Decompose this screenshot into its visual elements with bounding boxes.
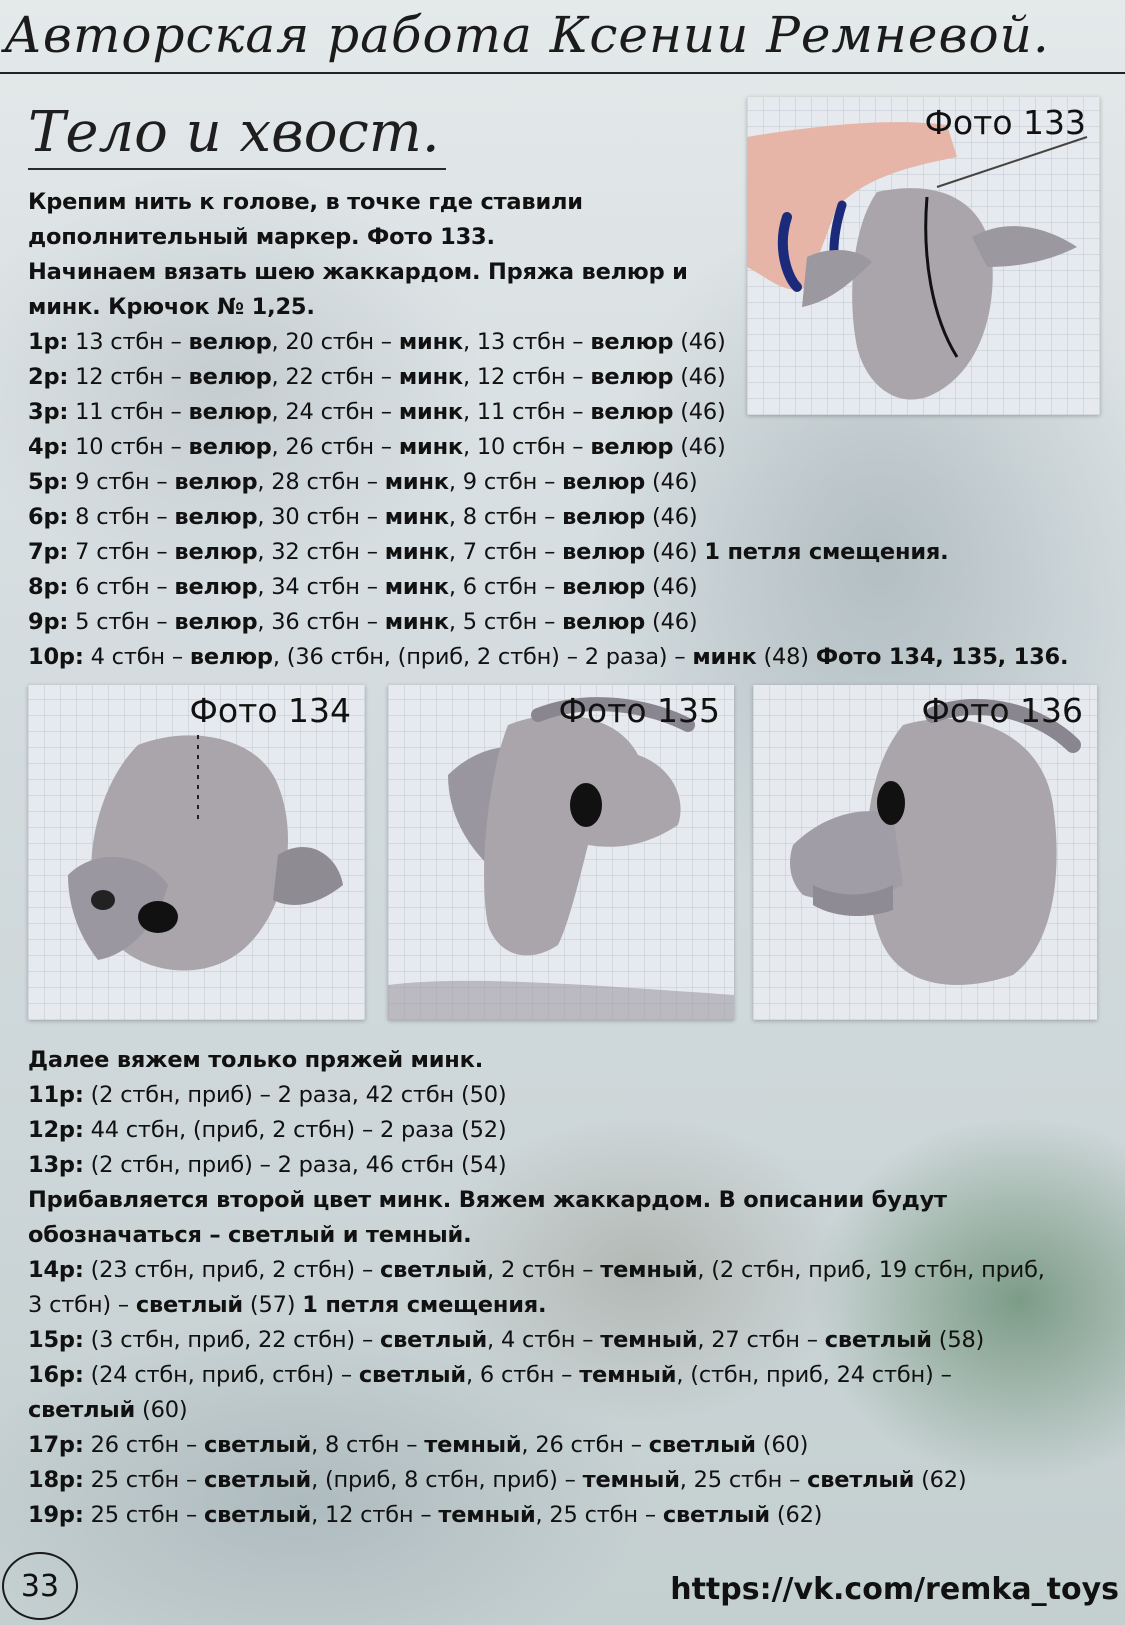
bold-text: темный xyxy=(600,1257,698,1283)
text-line xyxy=(28,1498,1108,1533)
bold-text: светлый xyxy=(28,1397,136,1423)
bold-text: 7р: xyxy=(28,539,69,565)
text-line xyxy=(28,1043,1108,1078)
text: , 6 стбн – xyxy=(465,1362,580,1388)
text: , 10 стбн – xyxy=(463,434,591,460)
photo-135-caption: Фото 135 xyxy=(558,691,720,730)
bold-text: светлый xyxy=(807,1467,915,1493)
bold-text: 13р: xyxy=(28,1152,84,1178)
bold-text: 19р: xyxy=(28,1502,84,1528)
text-line xyxy=(28,395,728,430)
bold-text: велюр xyxy=(188,364,272,390)
bold-text: дополнительный маркер. Фото 133. xyxy=(28,224,495,250)
bold-text: велюр xyxy=(189,644,273,670)
bold-text: минк xyxy=(398,364,463,390)
text: (46) xyxy=(645,609,698,635)
bold-text: обозначаться – светлый и темный. xyxy=(28,1222,472,1248)
text: , 5 стбн – xyxy=(448,609,563,635)
text: 6 стбн – xyxy=(68,574,175,600)
bold-text: велюр xyxy=(174,469,258,495)
bold-text: Начинаем вязать шею жаккардом. Пряжа велюр и xyxy=(28,259,688,285)
text: , 26 стбн – xyxy=(521,1432,649,1458)
text-line xyxy=(28,535,949,570)
text: 7 стбн – xyxy=(68,539,175,565)
text: , 22 стбн – xyxy=(271,364,399,390)
bold-text: велюр xyxy=(188,434,272,460)
text-line xyxy=(28,1288,1108,1323)
text: (23 стбн, приб, 2 стбн) – xyxy=(83,1257,380,1283)
text: , 12 стбн – xyxy=(463,364,591,390)
bold-text: 9р: xyxy=(28,609,69,635)
text: (48) xyxy=(756,644,816,670)
bold-text: велюр xyxy=(590,399,674,425)
bold-text: 2р: xyxy=(28,364,69,390)
photo-134-caption: Фото 134 xyxy=(189,691,351,730)
bold-text: 10р: xyxy=(28,644,84,670)
text: (2 стбн, приб) – 2 раза, 46 стбн (54) xyxy=(83,1152,507,1178)
footer-link[interactable]: https://vk.com/remka_toys xyxy=(670,1572,1119,1607)
text-line xyxy=(28,185,728,220)
bold-text: светлый xyxy=(379,1327,488,1353)
text-line xyxy=(28,1358,1108,1393)
text: , 6 стбн – xyxy=(448,574,563,600)
text: (60) xyxy=(755,1432,809,1458)
text-line xyxy=(28,290,728,325)
text: (46) xyxy=(673,329,726,355)
text-line xyxy=(28,605,728,640)
text: , 4 стбн – xyxy=(487,1327,601,1353)
text: , (2 стбн, приб, 19 стбн, приб, xyxy=(697,1257,1045,1283)
bold-text: минк xyxy=(398,399,463,425)
bold-text: велюр xyxy=(188,399,272,425)
text-line xyxy=(28,500,728,535)
text-line xyxy=(28,325,728,360)
text: , 11 стбн – xyxy=(463,399,591,425)
text-line xyxy=(28,570,728,605)
text: , (36 стбн, (приб, 2 стбн) – 2 раза) – xyxy=(272,644,693,670)
text: (46) xyxy=(673,399,726,425)
text: , 9 стбн – xyxy=(448,469,563,495)
bold-text: 1 петля смещения. xyxy=(302,1292,547,1318)
text: (3 стбн, приб, 22 стбн) – xyxy=(83,1327,380,1353)
bold-text: велюр xyxy=(188,329,272,355)
text: (60) xyxy=(135,1397,188,1423)
bold-text: светлый xyxy=(135,1292,243,1318)
text: (2 стбн, приб) – 2 раза, 42 стбн (50) xyxy=(83,1082,507,1108)
text: , 25 стбн – xyxy=(679,1467,808,1493)
bold-text: темный xyxy=(600,1327,698,1353)
text: , 36 стбн – xyxy=(257,609,385,635)
bold-text: Фото 134, 135, 136. xyxy=(815,644,1069,670)
bold-text: 15р: xyxy=(28,1327,84,1353)
text: , 28 стбн – xyxy=(257,469,385,495)
section-title: Тело и хвост. xyxy=(28,98,446,170)
bold-text: 1 петля смещения. xyxy=(704,539,949,565)
photo-133-illustration xyxy=(747,97,1100,415)
bold-text: минк xyxy=(398,329,463,355)
text: , 8 стбн – xyxy=(448,504,563,530)
bold-text: велюр xyxy=(590,329,674,355)
text: , 2 стбн – xyxy=(487,1257,601,1283)
bold-text: велюр xyxy=(174,609,258,635)
text: , (стбн, приб, 24 стбн) – xyxy=(676,1362,952,1388)
text-line xyxy=(28,465,728,500)
bold-text: светлый xyxy=(648,1432,756,1458)
bold-text: 6р: xyxy=(28,504,69,530)
page-header xyxy=(0,0,1125,78)
photo-133-caption: Фото 133 xyxy=(924,103,1086,142)
text: , 7 стбн – xyxy=(448,539,563,565)
bold-text: Далее вяжем только пряжей минк. xyxy=(28,1047,484,1073)
bold-text: велюр xyxy=(562,539,646,565)
bold-text: светлый xyxy=(203,1467,312,1493)
text: (46) xyxy=(645,469,698,495)
bold-text: 5р: xyxy=(28,469,69,495)
instructions-part-2 xyxy=(28,1043,1108,1533)
text: , 20 стбн – xyxy=(271,329,399,355)
text: 3 стбн) – xyxy=(28,1292,136,1318)
bold-text: велюр xyxy=(562,609,646,635)
photo-135 xyxy=(388,685,734,1020)
bold-text: минк xyxy=(384,609,449,635)
instructions-part-1 xyxy=(28,185,1069,675)
text: (46) xyxy=(645,504,698,530)
text-line xyxy=(28,1183,1108,1218)
bold-text: светлый xyxy=(824,1327,932,1353)
bold-text: велюр xyxy=(562,469,646,495)
bold-text: 3р: xyxy=(28,399,69,425)
text-line xyxy=(28,430,728,465)
bold-text: светлый xyxy=(662,1502,770,1528)
text: , 13 стбн – xyxy=(463,329,591,355)
text-line xyxy=(28,360,728,395)
bold-text: 16р: xyxy=(28,1362,84,1388)
text-line xyxy=(28,1078,1108,1113)
bold-text: 14р: xyxy=(28,1257,84,1283)
text: , 32 стбн – xyxy=(257,539,385,565)
text-line xyxy=(28,640,1069,675)
text: , 25 стбн – xyxy=(535,1502,663,1528)
text: , 30 стбн – xyxy=(257,504,385,530)
bold-text: Прибавляется второй цвет минк. Вяжем жаккардом. В описании будут xyxy=(28,1187,947,1213)
bold-text: 8р: xyxy=(28,574,69,600)
text: 10 стбн – xyxy=(68,434,189,460)
text: , 8 стбн – xyxy=(311,1432,425,1458)
text-line xyxy=(28,1463,1108,1498)
header-title: Авторская работа Ксении Ремневой. xyxy=(4,6,1050,64)
bold-text: 11р: xyxy=(28,1082,84,1108)
bold-text: 4р: xyxy=(28,434,69,460)
text: 9 стбн – xyxy=(68,469,175,495)
text: , 34 стбн – xyxy=(257,574,385,600)
photo-134-illustration xyxy=(28,685,365,1020)
text-line xyxy=(28,1428,1108,1463)
bold-text: велюр xyxy=(562,504,646,530)
text: 11 стбн – xyxy=(68,399,189,425)
photo-136-illustration xyxy=(753,685,1097,1020)
photo-133 xyxy=(747,97,1100,415)
text-line xyxy=(28,255,728,290)
bold-text: велюр xyxy=(174,539,258,565)
bold-text: темный xyxy=(582,1467,680,1493)
bold-text: светлый xyxy=(358,1362,466,1388)
text: (46) xyxy=(673,364,726,390)
bold-text: минк xyxy=(384,504,449,530)
text: 4 стбн – xyxy=(83,644,190,670)
bold-text: велюр xyxy=(174,504,258,530)
header-divider xyxy=(0,72,1125,74)
text: , 26 стбн – xyxy=(271,434,399,460)
bold-text: 12р: xyxy=(28,1117,84,1143)
text: 26 стбн – xyxy=(83,1432,204,1458)
text-line xyxy=(28,1148,1108,1183)
bold-text: велюр xyxy=(562,574,646,600)
text-line xyxy=(28,1218,1108,1253)
bold-text: светлый xyxy=(203,1502,312,1528)
bold-text: минк xyxy=(384,469,449,495)
bold-text: 18р: xyxy=(28,1467,84,1493)
text: (62) xyxy=(769,1502,823,1528)
text: 25 стбн – xyxy=(83,1502,204,1528)
text: (24 стбн, приб, стбн) – xyxy=(83,1362,359,1388)
text-line xyxy=(28,1393,1108,1428)
text: , (приб, 8 стбн, приб) – xyxy=(311,1467,583,1493)
bold-text: велюр xyxy=(174,574,258,600)
text: (46) xyxy=(645,539,705,565)
bold-text: темный xyxy=(438,1502,536,1528)
bold-text: велюр xyxy=(590,434,674,460)
bold-text: темный xyxy=(579,1362,677,1388)
text-line xyxy=(28,1323,1108,1358)
text: (62) xyxy=(914,1467,967,1493)
text: 5 стбн – xyxy=(68,609,175,635)
text: (46) xyxy=(673,434,726,460)
photo-136 xyxy=(753,685,1097,1020)
bold-text: минк xyxy=(398,434,463,460)
text-line xyxy=(28,1253,1108,1288)
page-number: 33 xyxy=(2,1552,78,1620)
bold-text: Крепим нить к голове, в точке где ставили xyxy=(28,189,583,215)
text: 12 стбн – xyxy=(68,364,189,390)
text: 8 стбн – xyxy=(68,504,175,530)
text: , 12 стбн – xyxy=(311,1502,439,1528)
photo-134 xyxy=(28,685,365,1020)
text-line xyxy=(28,220,728,255)
text: , 27 стбн – xyxy=(697,1327,825,1353)
text: (58) xyxy=(931,1327,985,1353)
bold-text: минк xyxy=(692,644,757,670)
text-line xyxy=(28,1113,1108,1148)
photo-136-caption: Фото 136 xyxy=(921,691,1083,730)
bold-text: темный xyxy=(424,1432,522,1458)
bold-text: минк. Крючок № 1,25. xyxy=(28,294,315,320)
text: 25 стбн – xyxy=(83,1467,204,1493)
bold-text: велюр xyxy=(590,364,674,390)
text: (46) xyxy=(645,574,698,600)
text: 44 стбн, (приб, 2 стбн) – 2 раза (52) xyxy=(83,1117,507,1143)
text: (57) xyxy=(242,1292,303,1318)
bold-text: светлый xyxy=(203,1432,312,1458)
photo-135-illustration xyxy=(388,685,734,1020)
bold-text: светлый xyxy=(379,1257,488,1283)
bold-text: 17р: xyxy=(28,1432,84,1458)
bold-text: минк xyxy=(384,539,449,565)
text: 13 стбн – xyxy=(68,329,189,355)
bold-text: минк xyxy=(384,574,449,600)
bold-text: 1р: xyxy=(28,329,69,355)
text: , 24 стбн – xyxy=(271,399,399,425)
